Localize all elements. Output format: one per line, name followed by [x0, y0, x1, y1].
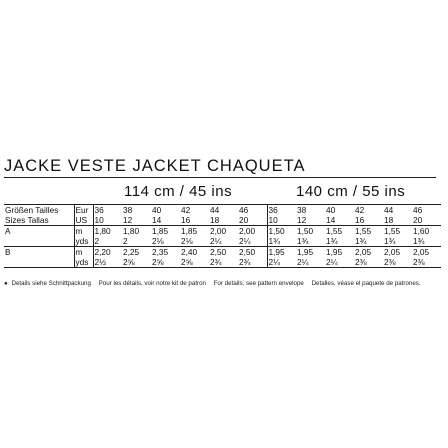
table-row — [4, 215, 441, 226]
meters-value: 2,00 — [209, 226, 238, 237]
yards-value: 2¼ — [267, 257, 296, 268]
unit-label: yds — [74, 257, 93, 268]
size-eur: 46 — [238, 205, 267, 216]
meters-value: 2,50 — [209, 247, 238, 258]
meters-value: 1,80 — [122, 226, 151, 237]
meters-value: 1,85 — [151, 226, 180, 237]
yards-value: 2¾ — [238, 257, 267, 268]
size-us: 20 — [413, 215, 423, 225]
fabric-width-140: 140 cm / 55 ins — [296, 183, 406, 200]
size-us: 10 — [267, 215, 296, 226]
meters-value: 2,40 — [180, 247, 209, 258]
bullet-icon: ● — [4, 280, 8, 287]
view-label-cont — [4, 257, 74, 268]
garment-title: JACKE VESTE JACKET CHAQUETA — [4, 157, 306, 175]
unit-label: m — [74, 247, 93, 258]
unit-label: US — [74, 215, 93, 226]
meters-value: 2,20 — [93, 247, 122, 258]
size-us: 10 — [93, 215, 122, 226]
footnote-en: For details, see pattern envelope — [213, 280, 304, 287]
footnote — [4, 279, 440, 289]
meters-value: 1,95 — [296, 247, 325, 258]
table-row — [4, 247, 441, 258]
meters-value: 1,50 — [267, 226, 296, 237]
yards-value: 2½ — [93, 257, 122, 268]
unit-label: m — [74, 226, 93, 237]
yards-value: 2⅜ — [383, 257, 412, 268]
yards-value: 2¼ — [210, 236, 222, 246]
size-eur: 44 — [383, 205, 412, 216]
view-label: B — [4, 247, 74, 258]
footnote-es: Detalles, véase el paquete de patrones. — [311, 280, 421, 287]
yards-value: 2 — [123, 236, 128, 246]
size-label: Sizes Tallas — [5, 215, 49, 225]
footnote-de: Details siehe Schnittpackung — [11, 280, 91, 287]
size-eur: 42 — [354, 205, 383, 216]
size-us: 18 — [384, 215, 394, 225]
yards-value: 2⅝ — [151, 257, 180, 268]
meters-value: 1,55 — [325, 226, 354, 237]
size-label: Größen Tailles — [4, 205, 74, 216]
meters-value: 1,95 — [267, 247, 296, 258]
size-eur: 38 — [122, 205, 151, 216]
size-eur: 40 — [151, 205, 180, 216]
size-eur: 40 — [325, 205, 354, 216]
size-us: 20 — [239, 215, 249, 225]
yards-value: 2⅝ — [122, 257, 151, 268]
view-label: A — [4, 226, 74, 237]
meters-value: 1,50 — [296, 226, 325, 237]
title-rule — [4, 177, 436, 178]
size-us: 14 — [152, 215, 162, 225]
table-row — [4, 205, 441, 216]
meters-value: 2,00 — [238, 226, 267, 237]
meters-value: 1,85 — [180, 226, 209, 237]
yards-value: 2¾ — [209, 257, 238, 268]
meters-value: 1,55 — [383, 226, 412, 237]
table-row — [4, 257, 441, 268]
yards-value: 2⅛ — [152, 236, 164, 246]
yards-value: 2¼ — [296, 257, 325, 268]
yards-value: 2¼ — [239, 236, 251, 246]
yards-value: 1¾ — [297, 236, 309, 246]
yardage-table — [4, 204, 441, 268]
meters-value: 2,50 — [238, 247, 267, 258]
footnote-fr: Pour les détails, voir notre kit de patron — [98, 280, 206, 287]
fabric-width-114: 114 cm / 45 ins — [124, 183, 233, 200]
yards-value: 2⅜ — [412, 257, 441, 268]
size-us: 12 — [297, 215, 307, 225]
size-eur: 38 — [296, 205, 325, 216]
yards-value: 2¼ — [325, 257, 354, 268]
size-us: 16 — [181, 215, 191, 225]
table-row — [4, 236, 441, 247]
meters-value: 2,35 — [151, 247, 180, 258]
view-label-cont — [4, 236, 74, 247]
meters-value: 1,95 — [325, 247, 354, 258]
size-us: 18 — [210, 215, 220, 225]
yards-value: 1¾ — [326, 236, 338, 246]
meters-value: 1,55 — [354, 226, 383, 237]
yards-value: 1¾ — [384, 236, 396, 246]
size-us: 16 — [355, 215, 365, 225]
yards-value: 1¾ — [413, 236, 425, 246]
table-row — [4, 226, 441, 237]
unit-label: Eur — [74, 205, 93, 216]
size-eur: 44 — [209, 205, 238, 216]
size-eur: 46 — [412, 205, 441, 216]
meters-value: 2,05 — [412, 247, 441, 258]
size-eur: 36 — [93, 205, 122, 216]
yards-value: 2⅛ — [181, 236, 193, 246]
size-us: 12 — [123, 215, 133, 225]
yards-value: 2⅜ — [354, 257, 383, 268]
meters-value: 1,60 — [412, 226, 441, 237]
meters-value: 1,80 — [93, 226, 122, 237]
yards-value: 1¾ — [267, 236, 296, 247]
yards-value: 2⅝ — [180, 257, 209, 268]
meters-value: 2,25 — [122, 247, 151, 258]
size-eur: 36 — [267, 205, 296, 216]
unit-label: yds — [74, 236, 93, 247]
yards-value: 2 — [93, 236, 122, 247]
size-us: 14 — [326, 215, 336, 225]
yards-value: 1¾ — [355, 236, 367, 246]
meters-value: 2,05 — [383, 247, 412, 258]
size-eur: 42 — [180, 205, 209, 216]
meters-value: 2,05 — [354, 247, 383, 258]
